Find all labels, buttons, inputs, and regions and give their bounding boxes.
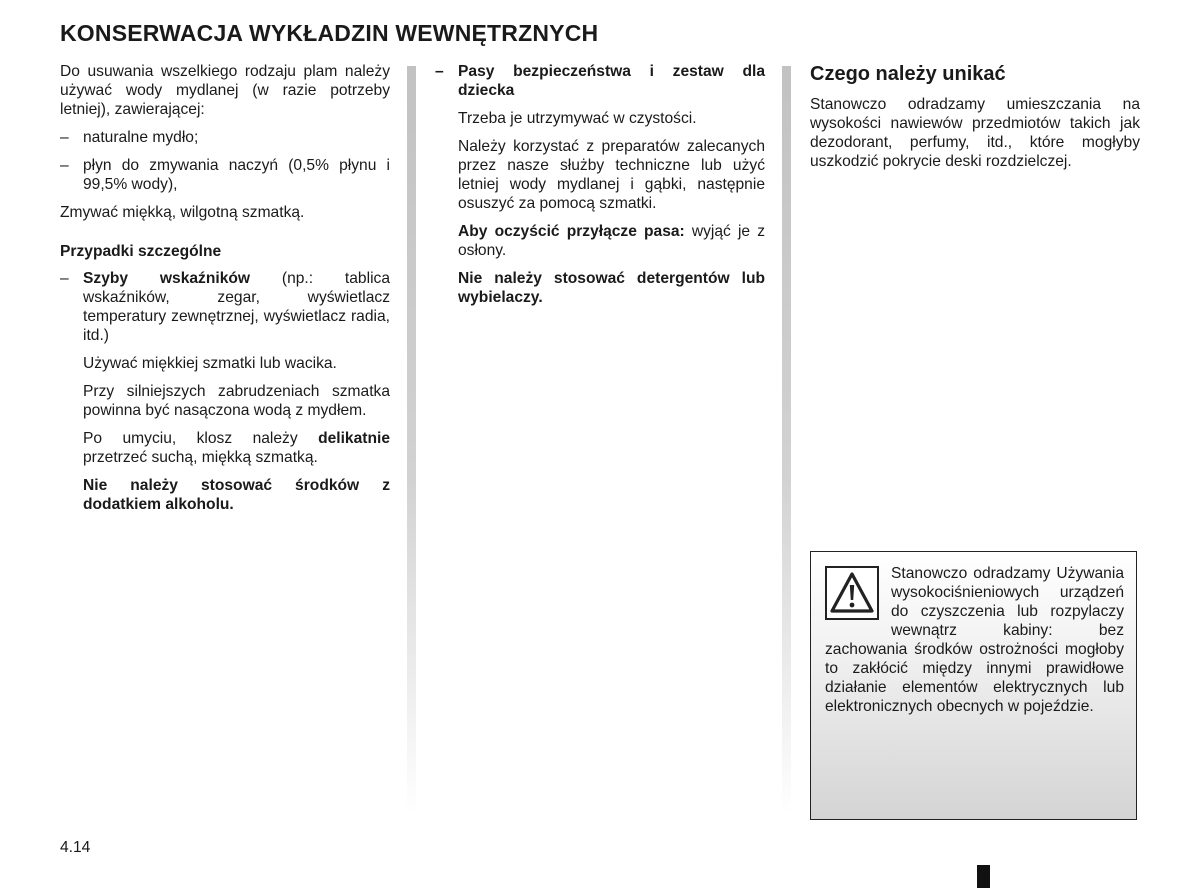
glass-description: (np.: tablica wskaźników, zegar, wyświetlacz temperatury zewnętrznej, wyświetlacz radia, itd.)	[83, 270, 391, 344]
text-run-bold: delikatnie	[318, 430, 390, 447]
column-divider	[782, 66, 791, 816]
glass-list-item	[60, 269, 390, 345]
text-run: wyjąć je z osłony.	[458, 223, 765, 259]
text-run: Po umyciu, klosz należy	[83, 430, 319, 447]
column-divider	[407, 66, 416, 816]
column-middle	[435, 62, 765, 316]
belts-paragraph	[435, 222, 765, 260]
list-item: – naturalne mydło;	[60, 128, 390, 147]
avoid-heading: Czego należy unikać	[810, 63, 1006, 85]
glass-warning-note: Nie należy stosować środków z dodatkiem alkoholu.	[83, 477, 390, 513]
belts-paragraph: Trzeba je utrzymywać w czystości.	[458, 110, 697, 127]
glass-paragraph: Przy silniejszych zabrudzeniach szmatka powinna być nasączona wodą z mydłem.	[83, 383, 390, 419]
glass-paragraph: Używać miękkiej szmatki lub wacika.	[83, 355, 337, 372]
belts-heading: – Pasy bezpieczeństwa i zestaw dla dziecka	[435, 62, 765, 100]
glass-label: Szyby wskaźników	[83, 270, 251, 287]
intro-paragraph: Do usuwania wszelkiego rodzaju plam należy używać wody mydlanej (w razie potrzeby letniej), zawierającej:	[60, 63, 390, 118]
warning-box	[810, 551, 1137, 820]
text-run-bold: Aby oczyścić przyłącze pasa:	[458, 223, 685, 240]
special-cases-heading: Przypadki szczególne	[60, 243, 222, 260]
warning-text: Stanowczo odradzamy Używania wysokociśnieniowych urządzeń do czyszczenia lub rozpylaczy wewnątrz kabiny: bez zachowania środków ostrożności mogłoby to zakłócić między innymi prawidłowe działanie elementów elektrycznych lub elektronicznych obecnych w pojeździe.	[825, 565, 1124, 715]
text-run: przetrzeć suchą, miękką szmatką.	[83, 449, 318, 466]
avoid-paragraph: Stanowczo odradzamy umieszczania na wysokości nawiewów przedmiotów takich jak dezodorant, perfumy, itd., które mogłyby uszkodzić pokrycie deski rozdzielczej.	[810, 96, 1140, 170]
belts-paragraph: Należy korzystać z preparatów zalecanych przez nasze służby techniczne lub użyć letniej wody mydlanej i gąbki, następnie osuszyć za pomocą szmatki.	[458, 138, 765, 212]
section-marker	[977, 865, 990, 888]
column-left	[60, 62, 390, 523]
page-number: 4.14	[60, 839, 91, 856]
belts-warning-note: Nie należy stosować detergentów lub wybielaczy.	[458, 270, 765, 306]
glass-paragraph	[60, 429, 390, 467]
list-item: – płyn do zmywania naczyń (0,5% płynu i 99,5% wody),	[60, 156, 390, 194]
wipe-paragraph: Zmywać miękką, wilgotną szmatką.	[60, 204, 305, 221]
warning-triangle-icon	[825, 566, 879, 620]
page-title: KONSERWACJA WYKŁADZIN WEWNĘTRZNYCH	[60, 20, 599, 46]
column-right	[810, 62, 1140, 180]
